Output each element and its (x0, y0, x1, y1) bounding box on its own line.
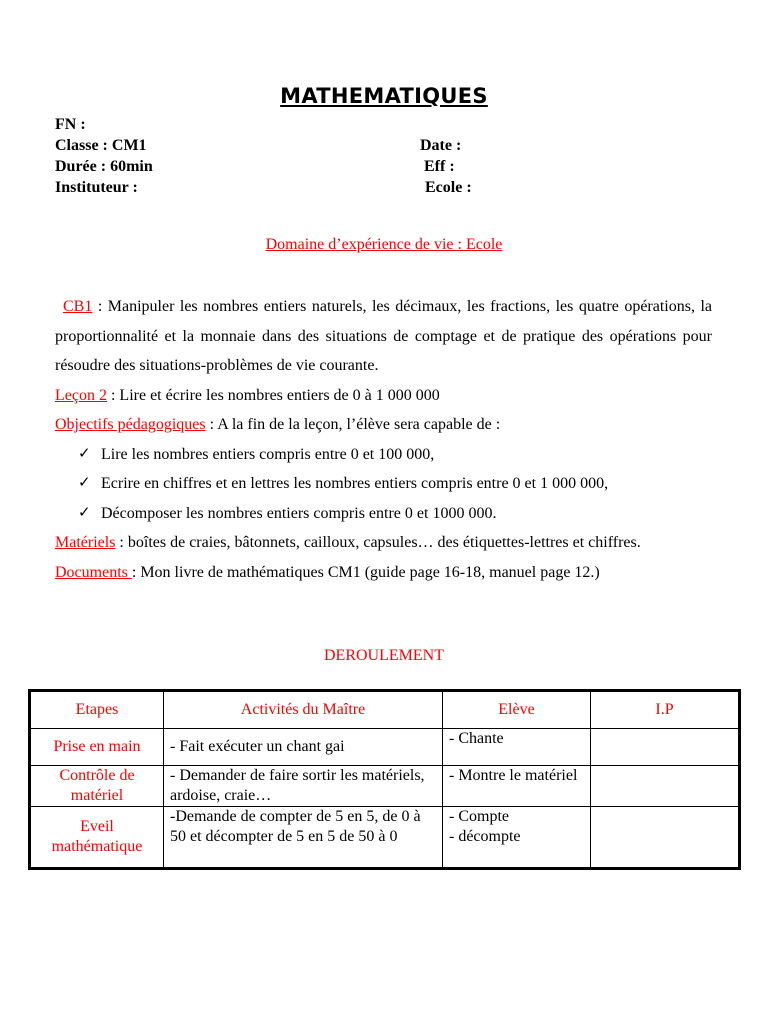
materiels-text: : boîtes de craies, bâtonnets, cailloux, capsules… des étiquettes-lettres et chiffres. (115, 534, 641, 551)
classe-field: Classe : CM1 (55, 137, 147, 154)
documents-line (55, 558, 712, 588)
list-item (78, 440, 712, 470)
table-header-row (30, 691, 740, 729)
etape-cell: Prise en main (30, 729, 164, 766)
etape-cell: Contrôle de matériel (30, 766, 164, 807)
checkmark-icon: ✓ (78, 504, 91, 521)
lecon-label: Leçon 2 (55, 386, 107, 404)
eleve-line: - décompte (449, 828, 521, 845)
lecon-line (55, 381, 712, 411)
deroulement-heading: DEROULEMENT (324, 647, 444, 664)
objectif-text: Décomposer les nombres entiers compris entre 0 et 1000 000. (101, 504, 497, 522)
checkmark-icon: ✓ (78, 445, 91, 462)
lecon-text: : Lire et écrire les nombres entiers de 0 à 1 000 000 (106, 386, 440, 404)
eff-field: Eff : (424, 158, 455, 175)
eleve-cell: - Chante (443, 729, 591, 766)
header-right-block (420, 135, 472, 198)
eleve-line: - Compte (449, 808, 509, 825)
objectifs-text: : A la fin de la leçon, l’élève sera capable de : (205, 416, 501, 433)
cb-text: : Manipuler les nombres entiers naturels, les décimaux, les fractions, les quatre opérations, la proportionnalité et la monnaie dans des situations de comptage et de pratique des opérations pour résoudre des situations-problèmes de vie courante. (55, 298, 712, 374)
eleve-cell: - Montre le matériel (443, 766, 591, 807)
documents-label: Documents (55, 563, 132, 581)
document-title: MATHEMATIQUES (280, 84, 488, 108)
duree-field: Durée : 60min (55, 158, 153, 175)
maitre-cell: - Demander de faire sortir les matériels, ardoise, craie… (164, 766, 443, 807)
ecole-field: Ecole : (425, 179, 472, 196)
deroulement-table (28, 689, 741, 870)
objectifs-list (55, 440, 712, 529)
ip-cell (591, 766, 740, 807)
column-header-eleve: Elève (443, 691, 591, 729)
table-row (30, 766, 740, 807)
list-item (78, 469, 712, 499)
column-header-etapes: Etapes (30, 691, 164, 729)
documents-text: : Mon livre de mathématiques CM1 (guide page 16-18, manuel page 12.) (131, 563, 600, 581)
objectifs-line (55, 410, 712, 440)
table-row (30, 807, 740, 869)
objectif-text: Lire les nombres entiers compris entre 0 et 100 000, (101, 445, 435, 463)
materiels-paragraph (55, 528, 712, 558)
cb-label: CB1 (63, 298, 93, 315)
ip-cell (591, 729, 740, 766)
column-header-maitre: Activités du Maître (164, 691, 443, 729)
materiels-label: Matériels (55, 534, 116, 551)
maitre-cell: -Demande de compter de 5 en 5, de 0 à 50 et décompter de 5 en 5 de 50 à 0 (164, 807, 443, 869)
objectif-text: Ecrire en chiffres et en lettres les nombres entiers compris entre 0 et 1 000 000, (101, 475, 609, 492)
header-left-block (55, 114, 153, 198)
maitre-cell: - Fait exécuter un chant gai (164, 729, 443, 766)
etape-cell: Eveil mathématique (30, 807, 164, 869)
cb-paragraph (55, 292, 712, 381)
objectifs-label: Objectifs pédagogiques (55, 416, 206, 433)
ip-cell (591, 807, 740, 869)
list-item (78, 499, 712, 529)
eleve-cell (443, 807, 591, 869)
checkmark-icon: ✓ (78, 475, 91, 491)
column-header-ip: I.P (591, 691, 740, 729)
table-row (30, 729, 740, 766)
instituteur-field: Instituteur : (55, 179, 138, 196)
fn-field: FN : (55, 116, 86, 133)
date-field: Date : (420, 137, 462, 154)
domaine-heading: Domaine d’expérience de vie : Ecole (265, 236, 503, 253)
lesson-body (55, 292, 712, 587)
